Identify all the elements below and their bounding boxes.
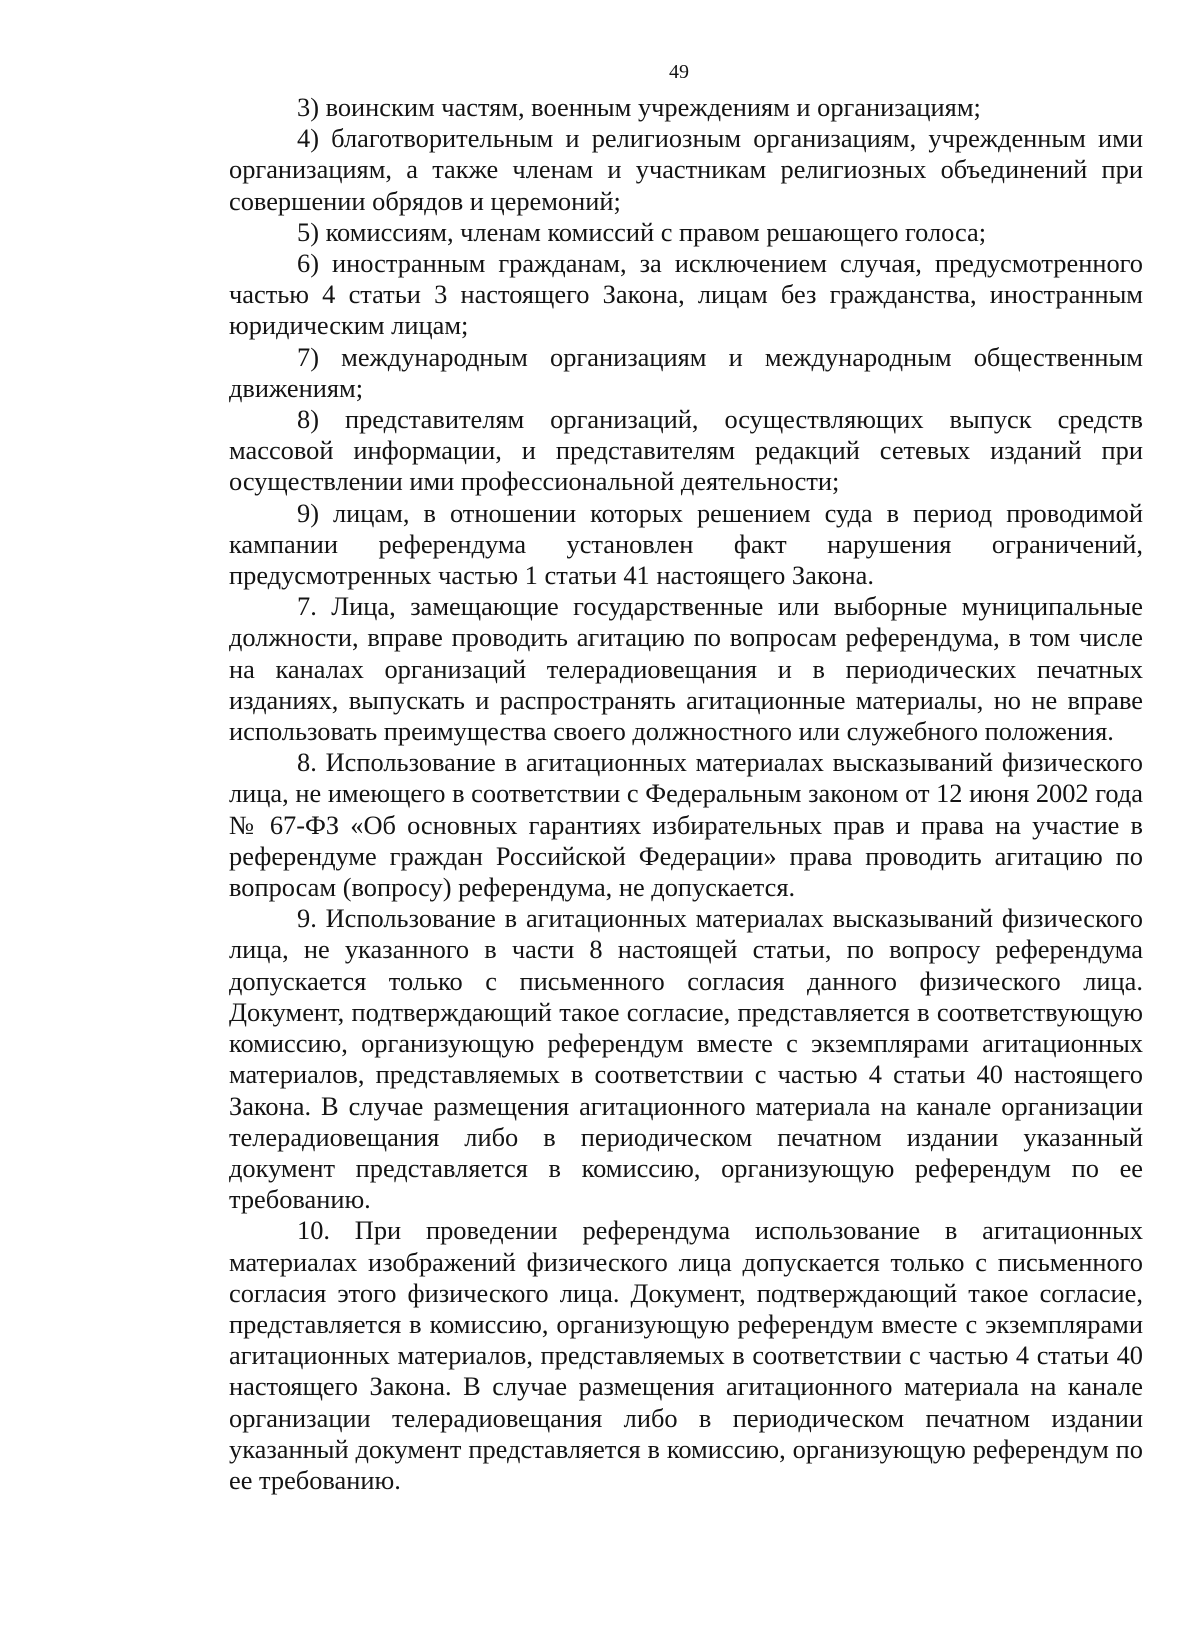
list-item-7: 7) международным организациям и международным общественным движениям; [229, 341, 1143, 403]
list-item-8: 8) представителям организаций, осуществляющих выпуск средств массовой информации, и представителям редакций сетевых изданий при осуществлении ими профессиональной деятельности; [229, 404, 1143, 497]
paragraph-9: 9. Использование в агитационных материалах высказываний физического лица, не указанного в части 8 настоящей статьи, по вопросу референдума допускается только с письменного согласия данного физического лица. Документ, подтверждающий такое согласие, представляется в соответствующую комиссию, организующую референдум вместе с экземплярами агитационных материалов, представляемых в соответствии с частью 4 статьи 40 настоящего Закона. В случае размещения агитационного материала на канале организации телерадиовещания либо в периодическом печатном издании указанный документ представляется в комиссию, организующую референдум по ее требованию. [229, 903, 1143, 1215]
list-item-4: 4) благотворительным и религиозным организациям, учрежденным ими организациям, а также членам и участникам религиозных объединений при совершении обрядов и церемоний; [229, 123, 1143, 216]
list-item-3: 3) воинским частям, военным учреждениям и организациям; [297, 92, 981, 122]
list-item-9: 9) лицам, в отношении которых решением суда в период проводимой кампании референдума установлен факт нарушения ограничений, предусмотренных частью 1 статьи 41 настоящего Закона. [229, 497, 1143, 591]
list-item-6: 6) иностранным гражданам, за исключением случая, предусмотренного частью 4 статьи 3 настоящего Закона, лицам без гражданства, иностранным юридическим лицам; [229, 248, 1143, 341]
paragraph-10: 10. При проведении референдума использование в агитационных материалах изображений физического лица допускается только с письменного согласия этого физического лица. Документ, подтверждающий такое согласие, представляется в комиссию, организующую референдум вместе с экземплярами агитационных материалов, представляемых в соответствии с частью 4 статьи 40 настоящего Закона. В случае размещения агитационного материала на канале организации телерадиовещания либо в периодическом печатном издании указанный документ представляется в комиссию, организующую референдум по ее требованию. [229, 1215, 1143, 1495]
page-number: 49 [669, 61, 689, 83]
paragraph-7: 7. Лица, замещающие государственные или выборные муниципальные должности, вправе проводить агитацию по вопросам референдума, в том числе на каналах организаций телерадиовещания и в периодических печатных изданиях, выпускать и распространять агитационные материалы, но не вправе использовать преимущества своего должностного или служебного положения. [229, 591, 1143, 747]
paragraph-8: 8. Использование в агитационных материалах высказываний физического лица, не имеющего в соответствии с Федеральным законом от 12 июня 2002 года № 67-ФЗ «Об основных гарантиях избирательных прав и права на участие в референдуме граждан Российской Федерации» права проводить агитацию по вопросам (вопросу) референдума, не допускается. [229, 747, 1143, 903]
document-body [229, 92, 1143, 1496]
list-item-5: 5) комиссиям, членам комиссий с правом решающего голоса; [297, 216, 987, 247]
